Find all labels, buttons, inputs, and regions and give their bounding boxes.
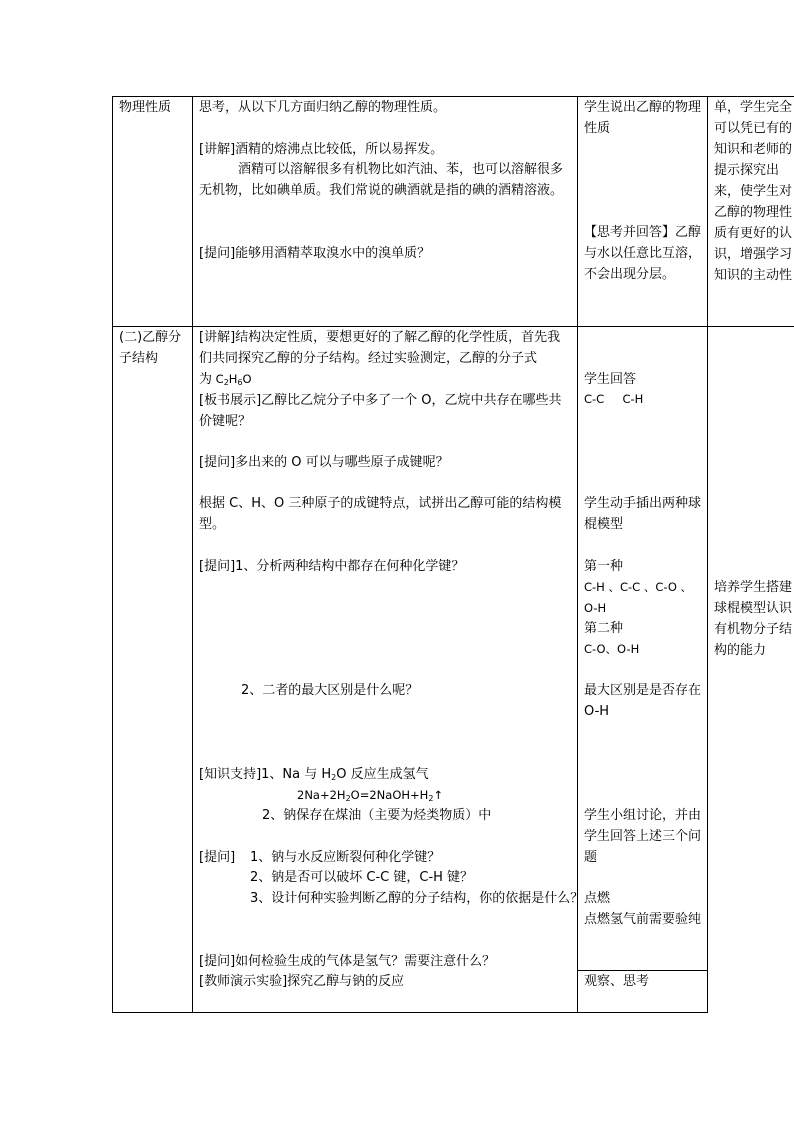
column-divider-3 — [707, 96, 708, 1013]
student-text: 观察、思考 — [584, 974, 650, 989]
teacher-text: 酒精可以溶解很多有机物比如汽油、苯，也可以溶解很多无机物，比如碘单质。我们常说的碘酒就是指的碘的酒精溶液。 — [199, 162, 564, 198]
student-text: 点燃 — [584, 891, 611, 906]
column-divider-2 — [577, 96, 578, 1013]
section-label: (二)乙醇分子结构 — [119, 330, 182, 366]
table-left-border — [112, 96, 113, 1013]
student-text: 第二种 — [584, 621, 624, 636]
teacher-text: [提问]如何检验生成的气体是氢气？需要注意什么？ — [199, 954, 496, 969]
student-text: 第一种 — [584, 559, 624, 574]
purpose-text: 培养学生搭建球棍模型认识有机物分子结构的能力 — [714, 580, 793, 658]
student-text: 学生小组讨论，并由学生回答上述三个问题 — [584, 808, 702, 865]
teacher-text: 根据 C、H、O 三种原子的成键特点，试拼出乙醇可能的结构模型。 — [199, 496, 562, 532]
teacher-text: 思考，从以下几方面归纳乙醇的物理性质。 — [199, 100, 447, 115]
column-divider-1 — [192, 96, 193, 1013]
teacher-text: [讲解]结构决定性质，要想更好的了解乙醇的化学性质，首先我们共同探究乙醇的分子结构。经过实验测定，乙醇的分子式为 $C_2H_6O$ — [199, 330, 561, 387]
student-text: C-C C-H — [584, 392, 644, 406]
molecular-formula: $C_2H_6O$ — [215, 372, 252, 387]
question-item: 3、设计何种实验判断乙醇的分子结构，你的依据是什么？ — [250, 891, 584, 906]
student-text: C-H 、C-C 、C-O 、O-H — [584, 580, 693, 615]
student-text: 点燃氢气前需要验纯 — [584, 912, 702, 927]
question-label: [提问] — [199, 850, 236, 865]
teacher-text: 2、钠保存在煤油（主要为烃类物质）中 — [262, 808, 492, 823]
section-label: 物理性质 — [119, 100, 172, 115]
student-text: C-O、O-H — [584, 642, 640, 656]
question-item: 1、钠与水反应断裂何种化学键？ — [250, 850, 441, 865]
teacher-text: [提问]1、分析两种结构中都存在何种化学键？ — [199, 559, 465, 574]
chemical-equation: $2Na+2H_2O=2NaOH+H_2↑$ — [297, 788, 444, 803]
question-item: 2、钠是否可以破坏 C-C 键，C-H 键？ — [250, 870, 474, 885]
table-bottom-border — [112, 1012, 708, 1013]
teacher-text: [提问]能够用酒精萃取溴水中的溴单质？ — [199, 246, 431, 261]
teacher-text: [知识支持]1、Na 与 $H_2O$ 反应生成氢气 — [199, 767, 429, 782]
teacher-text: [教师演示实验]探究乙醇与钠的反应 — [199, 974, 405, 989]
student-text: 学生说出乙醇的物理性质 — [584, 100, 702, 136]
teacher-text: [提问]多出来的 O 可以与哪些原子成键呢？ — [199, 455, 449, 470]
teacher-text: [讲解]酒精的熔沸点比较低，所以易挥发。 — [199, 142, 444, 157]
purpose-text: 单，学生完全可以凭已有的知识和老师的提示探究出来，使学生对乙醇的物理性质有更好的认识，增强学习知识的主动性 — [714, 100, 793, 283]
student-text: 学生动手插出两种球棍模型 — [584, 496, 702, 532]
student-text: 学生回答 — [584, 372, 637, 387]
teacher-text: 2、二者的最大区别是什么呢？ — [241, 683, 419, 698]
student-text: 【思考并回答】乙醇与水以任意比互溶，不会出现分层。 — [584, 225, 702, 282]
student-text: 最大区别是是否存在 O-H — [584, 683, 702, 719]
teacher-text: [板书展示]乙醇比乙烷分子中多了一个 O，乙烷中共存在哪些共价键呢？ — [199, 393, 562, 429]
